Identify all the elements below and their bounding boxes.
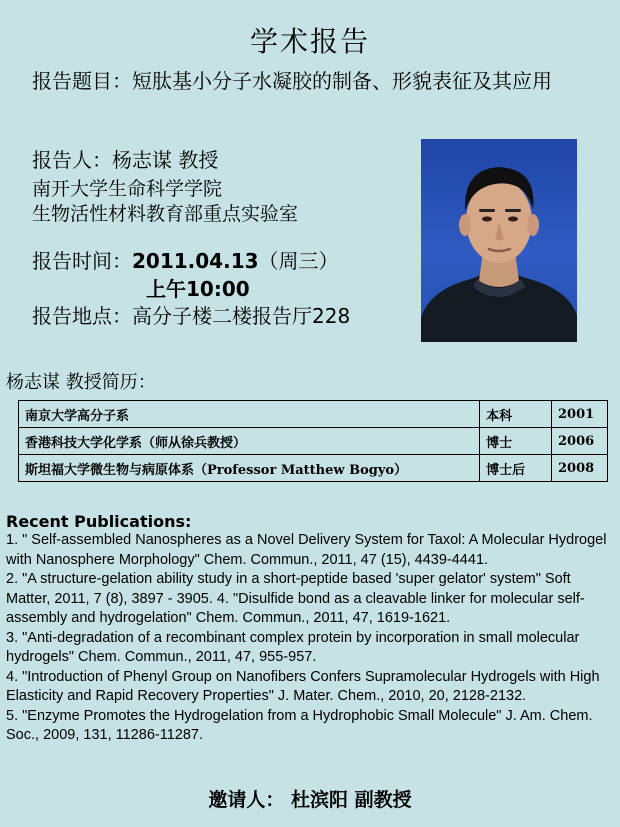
education-degree: 博士后: [480, 455, 552, 482]
publication-item: 5. "Enzyme Promotes the Hydrogelation from a Hydrophobic Small Molecule" J. Am. Chem. Soc., 2009, 131, 11286-11287.: [6, 707, 593, 743]
talk-place-line: [32, 303, 350, 329]
speaker-name: 杨志谋 教授: [112, 148, 219, 172]
time-date: 2011.04.13: [132, 249, 259, 273]
inviter-line: 邀请人： 杜滨阳 副教授: [208, 789, 412, 811]
time-weekday: （周三）: [258, 249, 339, 273]
place-label: 报告地点：: [32, 304, 132, 328]
publication-item: 4. "Introduction of Phenyl Group on Nanofibers Confers Supramolecular Hydrogels with High Elasticity and Rapid Recovery Properties" J. Mater. Chem., 2010, 20, 2128-2132.: [6, 668, 600, 704]
table-row: [19, 428, 608, 455]
education-year: 2006: [552, 428, 608, 455]
education-year: 2008: [552, 455, 608, 482]
education-institution: 香港科技大学化学系（师从徐兵教授）: [19, 428, 480, 455]
talk-time-line: [32, 248, 339, 274]
education-degree: 博士: [480, 428, 552, 455]
education-institution: 斯坦福大学微生物与病原体系（Professor Matthew Bogyo）: [19, 455, 480, 482]
speaker-label: 报告人：: [32, 148, 112, 172]
time-label: 报告时间：: [32, 249, 132, 273]
speaker-photo: [421, 139, 577, 342]
table-row: [19, 401, 608, 428]
education-degree: 本科: [480, 401, 552, 428]
table-row: [19, 455, 608, 482]
education-table: [18, 400, 608, 482]
bio-heading: 杨志谋 教授简历：: [6, 372, 156, 393]
publications-list: [6, 531, 614, 746]
publication-item: 3. "Anti-degradation of a recombinant complex protein by incorporation in small molecular hydrogels" Chem. Commun., 2011, 47, 955-957.: [6, 629, 580, 665]
speaker-line: [32, 147, 218, 173]
speaker-affiliation-lab: 生物活性材料教育部重点实验室: [32, 203, 299, 225]
time-clock: 上午10:00: [146, 277, 250, 301]
publication-item: 1. " Self-assembled Nanospheres as a Novel Delivery System for Taxol: A Molecular Hydrogel with Nanosphere Morphology" Chem. Commun., 2011, 47 (15), 4439-4441.: [6, 532, 607, 568]
place-value: 高分子楼二楼报告厅228: [132, 304, 351, 328]
publications-heading: Recent Publications:: [6, 512, 192, 531]
publication-item: 2. "A structure-gelation ability study in a short-peptide based 'super gelator' system" Soft Matter, 2011, 7 (8), 3897 - 3905. 4. "Disulfide bond as a cleavable linker for molecular self-assembly and hydrogelation" Chem. Commun., 2011, 47, 1619-1621.: [6, 571, 585, 626]
education-year: 2001: [552, 401, 608, 428]
page-title: 学术报告: [249, 25, 370, 58]
education-institution: 南京大学高分子系: [19, 401, 480, 428]
speaker-affiliation-school: 南开大学生命科学学院: [32, 178, 223, 200]
speaker-portrait-icon: [421, 139, 577, 342]
talk-topic: 报告题目：短肽基小分子水凝胶的制备、形貌表征及其应用: [32, 69, 552, 93]
